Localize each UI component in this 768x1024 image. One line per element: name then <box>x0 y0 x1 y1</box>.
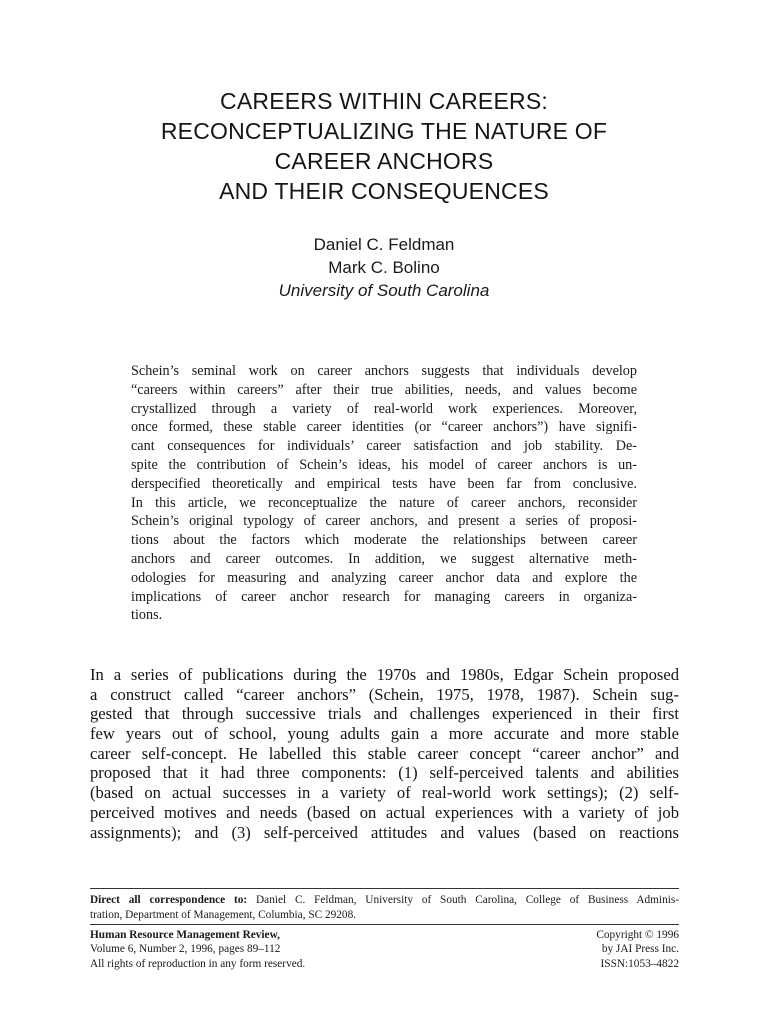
correspondence-note <box>90 893 679 922</box>
article-title <box>90 86 678 206</box>
body-line: perceived motives and needs (based on actual experiences with a variety of job <box>90 802 679 822</box>
copyright-issn: ISSN:1053–4822 <box>600 957 679 970</box>
body-line: few years out of school, young adults gain a more accurate and more stable <box>90 724 679 744</box>
body-line: career self-concept. He labelled this stable career concept “career anchor” and <box>90 743 679 763</box>
correspondence-text: Daniel C. Feldman, University of South Carolina, College of Business Adminis- <box>256 894 680 906</box>
footnote-divider <box>90 888 679 889</box>
abstract-line: crystallized through a variety of real-world work experiences. Moreover, <box>131 400 637 417</box>
abstract-line: tions. <box>131 607 163 624</box>
abstract-line: In this article, we reconceptualize the nature of career anchors, reconsider <box>131 494 637 511</box>
abstract-line: Schein’s seminal work on career anchors suggests that individuals develop <box>131 363 637 379</box>
body-line: assignments); and (3) self-perceived attitudes and values (based on reactions <box>90 822 679 842</box>
body-line: In a series of publications during the 1970s and 1980s, Edgar Schein proposed <box>90 665 679 684</box>
title-line: AND THEIR CONSEQUENCES <box>219 178 549 204</box>
abstract-line: tions about the factors which moderate the relationships between career <box>131 532 637 549</box>
abstract-line: once formed, these stable career identities (or “career anchors”) have signifi- <box>131 419 637 436</box>
journal-volume: Volume 6, Number 2, 1996, pages 89–112 <box>90 943 281 956</box>
abstract-line: anchors and career outcomes. In addition, we suggest alternative meth- <box>131 550 637 567</box>
author-name: Mark C. Bolino <box>328 258 440 277</box>
copyright-publisher: by JAI Press Inc. <box>601 943 679 956</box>
correspondence-line: tration, Department of Management, Columbia, SC 29208. <box>90 908 357 921</box>
abstract <box>131 362 637 625</box>
abstract-line: spite the contribution of Schein’s ideas, his model of career anchors is un- <box>131 456 637 473</box>
correspondence-label: Direct all correspondence to: <box>90 894 248 906</box>
copyright-info <box>479 928 679 971</box>
author-affiliation: University of South Carolina <box>278 281 490 300</box>
body-text <box>90 665 679 842</box>
footnote-divider <box>90 924 679 925</box>
title-line: RECONCEPTUALIZING THE NATURE OF <box>160 118 608 144</box>
correspondence-line <box>90 893 679 908</box>
abstract-line: derspecified theoretically and empirical tests have been far from conclusive. <box>131 475 637 492</box>
body-line: (based on actual successes in a variety of real-world work settings); (2) self- <box>90 783 679 803</box>
author-block <box>90 233 678 302</box>
abstract-line: odologies for measuring and analyzing career anchor data and explore the <box>131 569 637 586</box>
abstract-line: “careers within careers” after their true abilities, needs, and values become <box>131 381 637 398</box>
abstract-line: Schein’s original typology of career anchors, and present a series of proposi- <box>131 513 637 530</box>
body-line: gested that through successive trials and challenges experienced in their first <box>90 704 679 724</box>
author-name: Daniel C. Feldman <box>313 235 455 254</box>
title-line: CAREER ANCHORS <box>274 148 494 174</box>
journal-info <box>90 928 490 971</box>
journal-name: Human Resource Management Review, <box>90 929 280 941</box>
journal-rights: All rights of reproduction in any form reserved. <box>90 957 306 970</box>
copyright-line: Copyright © 1996 <box>596 929 679 941</box>
body-line: proposed that it had three components: (1) self-perceived talents and abilities <box>90 763 679 783</box>
abstract-line: cant consequences for individuals’ career satisfaction and job stability. De- <box>131 438 637 455</box>
body-line: a construct called “career anchors” (Schein, 1975, 1978, 1987). Schein sug- <box>90 684 679 704</box>
title-line: CAREERS WITHIN CAREERS: <box>220 88 548 114</box>
abstract-line: implications of career anchor research for managing careers in organiza- <box>131 588 637 605</box>
